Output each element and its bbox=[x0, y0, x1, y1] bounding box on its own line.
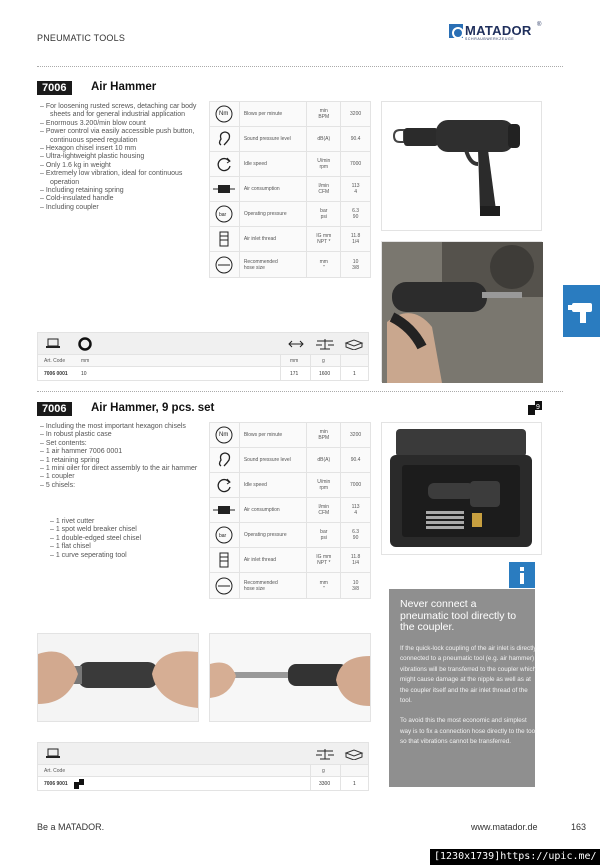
spec-value: 90.4 bbox=[340, 127, 370, 152]
list-item: – Enormous 3.200/min blow count bbox=[40, 120, 200, 128]
footer-slogan: Be a MATADOR. bbox=[37, 822, 105, 832]
scale-icon bbox=[315, 333, 335, 354]
spec-table bbox=[209, 101, 371, 278]
list-item: – 1 curve seperating tool bbox=[50, 552, 210, 560]
product-code-badge: 7006 bbox=[37, 402, 72, 416]
feature-list bbox=[40, 423, 200, 490]
product-code-badge: 7006 bbox=[37, 81, 72, 95]
svg-text:Nm: Nm bbox=[219, 111, 229, 117]
spec-row bbox=[210, 548, 370, 573]
spec-label: Air consumption bbox=[243, 507, 280, 513]
spec-row bbox=[210, 177, 370, 202]
spec-row bbox=[210, 252, 370, 277]
footer-url[interactable]: www.matador.de bbox=[471, 822, 538, 832]
spec-value: 113 4 bbox=[340, 498, 370, 523]
svg-text:bar: bar bbox=[219, 212, 227, 218]
spec-table bbox=[209, 422, 371, 599]
spec-unit: mm " bbox=[306, 573, 340, 598]
air-consumption-icon bbox=[210, 177, 240, 202]
hex-socket-icon bbox=[78, 333, 92, 354]
size-value: 10 bbox=[81, 370, 87, 377]
air-hammer-in-use-photo bbox=[381, 241, 542, 382]
spec-row bbox=[210, 498, 370, 523]
spec-row bbox=[210, 523, 370, 548]
spec-value: 10 3/8 bbox=[340, 252, 370, 277]
svg-text:bar: bar bbox=[219, 533, 227, 539]
list-item: – Hexagon chisel insert 10 mm bbox=[40, 145, 200, 153]
spec-label: Blows per minute bbox=[243, 432, 283, 438]
art-code-value: 7006 9001 bbox=[44, 780, 68, 787]
info-paragraph: To avoid this the most economic and simplest way is to fix a connection hose directly to the tool so that vibrations cannot be transferred. bbox=[400, 717, 537, 746]
pneumatic-tool-icon bbox=[563, 285, 600, 337]
info-text bbox=[400, 644, 538, 748]
pressure-gauge-icon bbox=[210, 523, 240, 548]
order-table bbox=[37, 742, 369, 791]
table-row bbox=[38, 777, 368, 790]
spec-unit: dB(A) bbox=[306, 448, 340, 473]
spec-unit: U/min rpm bbox=[306, 152, 340, 177]
list-item: – For loosening rusted screws, detaching car body sheets and for general industrial application bbox=[40, 103, 200, 120]
art-code-value: 7006 0001 bbox=[44, 370, 68, 377]
list-item: – 1 double-edged steel chisel bbox=[50, 535, 210, 543]
spec-row bbox=[210, 227, 370, 252]
spec-value: 11.8 1/4 bbox=[340, 548, 370, 573]
list-item: – Ultra-lightweight plastic housing bbox=[40, 153, 200, 161]
table-row bbox=[38, 367, 368, 380]
spec-label: Blows per minute bbox=[243, 111, 283, 117]
col-mm: mm bbox=[81, 357, 90, 364]
spec-value: 7000 bbox=[340, 473, 370, 498]
info-icon bbox=[509, 562, 535, 588]
set-icon bbox=[528, 401, 542, 420]
air-inlet-icon bbox=[210, 548, 240, 573]
qty-value: 1 bbox=[353, 780, 356, 787]
spec-label: Air inlet thread bbox=[243, 236, 277, 242]
spec-unit: min BPM bbox=[306, 423, 340, 448]
spec-row bbox=[210, 423, 370, 448]
nm-max-icon bbox=[210, 102, 240, 127]
spec-unit: bar psi bbox=[306, 202, 340, 227]
chisel-insert-photo bbox=[209, 633, 371, 722]
package-icon bbox=[344, 743, 364, 764]
spec-value: 7000 bbox=[340, 152, 370, 177]
info-paragraph: If the quick-lock coupling of the air inlet is directly connected to a pneumatic tool (e.g. air hammer) vibrations will be transferred to the coupler which might cause damage at the nipple as well as at the coupler itself and the air inlet thread of the tool. bbox=[400, 645, 537, 705]
coupler-hands-image bbox=[38, 634, 198, 721]
spec-unit: dB(A) bbox=[306, 127, 340, 152]
logo-tagline: SCHRAUBWERKZEUGE bbox=[465, 37, 515, 41]
spec-value: 6.3 90 bbox=[340, 523, 370, 548]
list-item: – Including coupler bbox=[40, 204, 200, 212]
divider bbox=[37, 391, 563, 392]
page-number: 163 bbox=[571, 822, 587, 832]
spec-label: Idle speed bbox=[243, 161, 267, 167]
product-title: Air Hammer bbox=[91, 81, 157, 93]
list-item: – Including the most important hexagon chisels bbox=[40, 423, 200, 431]
svg-text:9: 9 bbox=[536, 404, 540, 411]
qty-value: 1 bbox=[353, 370, 356, 377]
logo-word: MATADOR bbox=[465, 23, 532, 38]
spec-value: 11.8 1/4 bbox=[340, 227, 370, 252]
spec-value: 3200 bbox=[340, 423, 370, 448]
order-table-header bbox=[38, 765, 368, 777]
list-item: – In robust plastic case bbox=[40, 431, 200, 439]
spec-label: Air consumption bbox=[243, 186, 280, 192]
spec-value: 10 3/8 bbox=[340, 573, 370, 598]
spec-label: Idle speed bbox=[243, 482, 267, 488]
spec-row bbox=[210, 127, 370, 152]
spec-label: Operating pressure bbox=[243, 532, 287, 538]
spec-label: Sound pressure level bbox=[243, 136, 291, 142]
art-code-icon bbox=[46, 333, 60, 354]
ear-icon bbox=[210, 127, 240, 152]
scale-icon bbox=[315, 743, 335, 764]
pneumatic-section-tab[interactable] bbox=[563, 285, 600, 337]
spec-row bbox=[210, 152, 370, 177]
coupler-hands-photo bbox=[37, 633, 199, 722]
pressure-gauge-icon bbox=[210, 202, 240, 227]
spec-row bbox=[210, 102, 370, 127]
spec-unit: bar psi bbox=[306, 523, 340, 548]
list-item: – 5 chisels: bbox=[40, 482, 200, 490]
spec-value: 6.3 90 bbox=[340, 202, 370, 227]
list-item: – Set contents: bbox=[40, 440, 200, 448]
spec-label: Air inlet thread bbox=[243, 557, 277, 563]
ear-icon bbox=[210, 448, 240, 473]
chisel-list bbox=[50, 518, 210, 560]
logo-reg: ® bbox=[537, 22, 542, 28]
feature-list bbox=[40, 103, 200, 212]
spec-unit: min BPM bbox=[306, 102, 340, 127]
list-item: – Including retaining spring bbox=[40, 187, 200, 195]
col-g: g bbox=[322, 767, 325, 774]
col-art-code: Art. Code bbox=[44, 767, 66, 774]
idle-speed-icon bbox=[210, 152, 240, 177]
section-title: PNEUMATIC TOOLS bbox=[37, 33, 126, 43]
length-value: 171 bbox=[290, 370, 299, 377]
spec-unit: IG mm NPT * bbox=[306, 548, 340, 573]
spec-row bbox=[210, 473, 370, 498]
air-hammer-usage-image bbox=[382, 242, 543, 383]
spec-row bbox=[210, 573, 370, 598]
info-box bbox=[389, 589, 535, 787]
order-table-header bbox=[38, 355, 368, 367]
spec-label: Recommended hose size bbox=[243, 579, 278, 592]
list-item: – 1 coupler bbox=[40, 473, 200, 481]
matador-logo bbox=[449, 24, 544, 40]
product-title: Air Hammer, 9 pcs. set bbox=[91, 402, 215, 414]
air-hammer-image bbox=[382, 102, 541, 230]
spec-value: 113 4 bbox=[340, 177, 370, 202]
list-item: – 1 retaining spring bbox=[40, 457, 200, 465]
divider bbox=[37, 66, 563, 67]
spec-row bbox=[210, 448, 370, 473]
list-item: – Cold-insulated handle bbox=[40, 195, 200, 203]
spec-unit: l/min CFM bbox=[306, 498, 340, 523]
spec-value: 90.4 bbox=[340, 448, 370, 473]
air-hammer-photo bbox=[381, 101, 542, 231]
col-art-code: Art. Code bbox=[44, 357, 66, 364]
set-case-image bbox=[382, 423, 541, 554]
list-item: – 1 rivet cutter bbox=[50, 518, 210, 526]
col-g: g bbox=[322, 357, 325, 364]
chisel-insert-image bbox=[210, 634, 370, 721]
order-table-icon-row bbox=[38, 743, 368, 765]
list-item: – 1 air hammer 7006 0001 bbox=[40, 448, 200, 456]
nm-max-icon bbox=[210, 423, 240, 448]
spec-unit: IG mm NPT * bbox=[306, 227, 340, 252]
art-code-icon bbox=[46, 743, 60, 764]
spec-row bbox=[210, 202, 370, 227]
list-item: – Only 1.6 kg in weight bbox=[40, 162, 200, 170]
col-length-mm: mm bbox=[290, 357, 299, 364]
list-item: – Extremely low vibration, ideal for continuous operation bbox=[40, 170, 200, 187]
spec-label: Operating pressure bbox=[243, 211, 287, 217]
hose-size-icon bbox=[210, 252, 240, 277]
air-consumption-icon bbox=[210, 498, 240, 523]
spec-value: 3200 bbox=[340, 102, 370, 127]
svg-text:Nm: Nm bbox=[219, 432, 229, 438]
spec-unit: l/min CFM bbox=[306, 177, 340, 202]
watermark-text: [1230x1739]https://upic.me/ bbox=[430, 849, 600, 865]
hose-size-icon bbox=[210, 573, 240, 598]
order-table bbox=[37, 332, 369, 381]
length-icon bbox=[288, 333, 304, 354]
spec-label: Recommended hose size bbox=[243, 258, 278, 271]
weight-value: 1600 bbox=[319, 370, 331, 377]
spec-unit: U/min rpm bbox=[306, 473, 340, 498]
spec-label: Sound pressure level bbox=[243, 457, 291, 463]
logo-mark-icon bbox=[449, 24, 463, 38]
set-case-photo bbox=[381, 422, 542, 555]
list-item: – 1 spot weld breaker chisel bbox=[50, 526, 210, 534]
info-title: Never connect a pneumatic tool directly to the coupler. bbox=[400, 598, 517, 633]
air-inlet-icon bbox=[210, 227, 240, 252]
list-item: – 1 mini oiler for direct assembly to the air hammer bbox=[40, 465, 200, 473]
set-icon bbox=[74, 777, 84, 790]
weight-value: 3300 bbox=[319, 780, 331, 787]
package-icon bbox=[344, 333, 364, 354]
spec-unit: mm " bbox=[306, 252, 340, 277]
list-item: – Power control via easily accessible push button, continuous speed regulation bbox=[40, 128, 200, 145]
order-table-icon-row bbox=[38, 333, 368, 355]
list-item: – 1 flat chisel bbox=[50, 543, 210, 551]
idle-speed-icon bbox=[210, 473, 240, 498]
